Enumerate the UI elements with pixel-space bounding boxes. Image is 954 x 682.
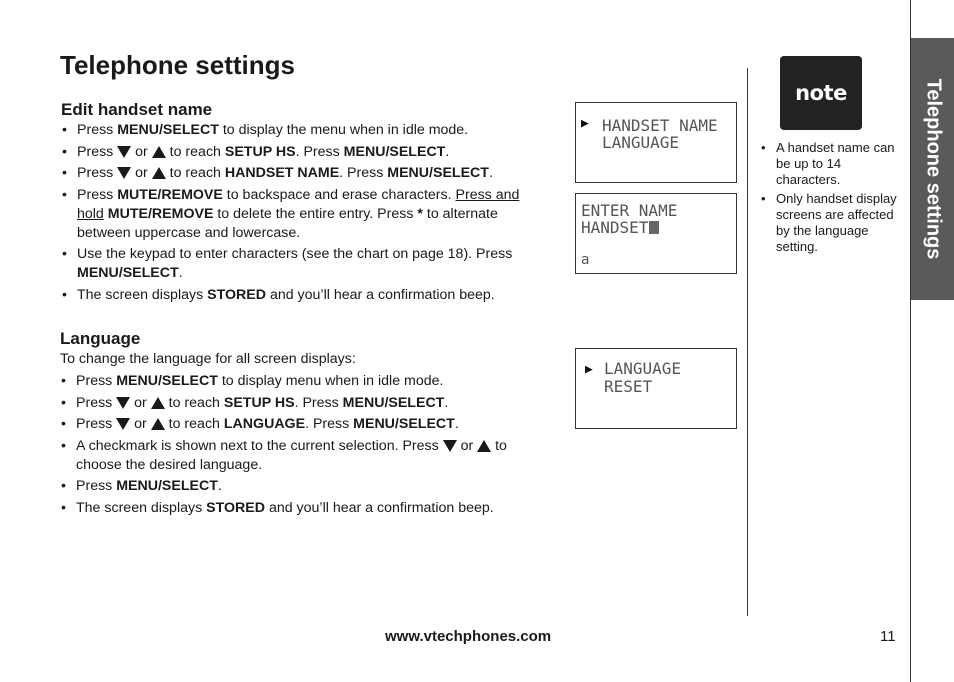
section-heading-language: Language [60,329,141,348]
lcd-line: HANDSET [581,218,649,237]
section-heading-edit-handset-name: Edit handset name [61,100,213,119]
down-arrow-icon [116,418,130,430]
footer-url: www.vtechphones.com [385,628,552,645]
up-arrow-icon [477,440,491,452]
list-item: • A handset name can be up to 14 characters. [760,140,900,188]
list-item: • Press MENU/SELECT to display the menu when in idle mode. [61,121,541,140]
list-item: • A checkmark is shown next to the current selection. Press or to choose the desired language. [60,437,540,475]
down-arrow-icon [117,146,131,158]
column-divider [747,68,748,616]
page-title: Telephone settings [60,50,295,80]
list-item: • Press or to reach SETUP HS. Press MENU/SELECT. [60,394,540,413]
list-item: • Press or to reach HANDSET NAME. Press MENU/SELECT. [61,164,541,183]
lcd-screen-language-menu [575,348,737,429]
language-steps [60,372,540,520]
list-item: • Only handset display screens are affected by the language setting. [760,191,900,255]
language-intro: To change the language for all screen displays: [60,351,356,367]
edit-handset-name-steps [61,121,541,307]
list-item: • Press MENU/SELECT to display menu when in idle mode. [60,372,540,391]
up-arrow-icon [152,167,166,179]
up-arrow-icon [151,418,165,430]
list-item: • Press or to reach SETUP HS. Press MENU/SELECT. [61,143,541,162]
list-item: • The screen displays STORED and you’ll hear a confirmation beep. [60,499,540,518]
list-item: • Press or to reach LANGUAGE. Press MENU/SELECT. [60,415,540,434]
lcd-line: RESET [604,377,653,396]
up-arrow-icon [151,397,165,409]
up-arrow-icon [152,146,166,158]
list-item: • Use the keypad to enter characters (see the chart on page 18). Press MENU/SELECT. [61,245,541,283]
lcd-line: ENTER NAME [581,201,678,220]
section-side-tab [911,38,954,300]
lcd-line: LANGUAGE [604,359,682,378]
lcd-line: a [581,252,590,268]
text-cursor-icon [649,221,659,234]
list-item: • Press MUTE/REMOVE to backspace and erase characters. Press and hold MUTE/REMOVE to delete the entire entry. Press * to alternate between uppercase and lowercase. [61,186,541,243]
lcd-screen-enter-name [575,193,737,274]
down-arrow-icon [443,440,457,452]
selection-pointer-icon: ▶ [585,362,593,377]
lcd-line: HANDSET NAME [602,116,718,135]
down-arrow-icon [116,397,130,409]
list-item: • Press MENU/SELECT. [60,477,540,496]
selection-pointer-icon: ▶ [581,116,589,131]
side-tab-label: Telephone settings [922,78,944,260]
lcd-screen-handset-menu [575,102,737,183]
note-icon: note [780,56,862,130]
page-number: 11 [880,628,896,645]
lcd-line: LANGUAGE [602,133,680,152]
note-list [760,140,900,258]
list-item: • The screen displays STORED and you’ll hear a confirmation beep. [61,286,541,305]
down-arrow-icon [117,167,131,179]
